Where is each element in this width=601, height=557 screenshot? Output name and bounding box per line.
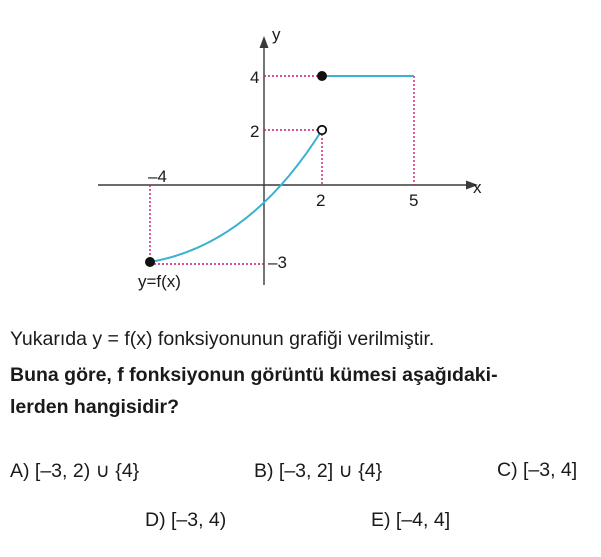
tick-y-4: 4	[250, 68, 260, 87]
guide-lines	[150, 76, 414, 264]
tick-x-m4: –4	[148, 167, 167, 186]
tick-y-m3: –3	[268, 253, 287, 272]
option-a[interactable]: A) [–3, 2) ∪ {4}	[10, 460, 140, 482]
tick-y-2: 2	[250, 122, 260, 141]
option-b[interactable]: B) [–3, 2] ∪ {4}	[254, 460, 383, 482]
closed-point-top	[317, 71, 327, 81]
y-axis-label: y	[272, 25, 281, 44]
function-label: y=f(x)	[138, 272, 181, 291]
question-line-1: Buna göre, f fonksiyonun görüntü kümesi aşağıdaki-	[10, 364, 498, 386]
option-e[interactable]: E) [–4, 4]	[371, 509, 451, 531]
y-axis-arrow	[260, 36, 269, 48]
x-axis-label: x	[473, 178, 482, 197]
closed-point-left	[145, 257, 155, 267]
function-curve	[150, 130, 322, 262]
option-d[interactable]: D) [–3, 4)	[145, 509, 227, 531]
open-point	[318, 126, 326, 134]
question-line-2: lerden hangisidir?	[10, 396, 180, 418]
tick-x-2: 2	[316, 191, 326, 210]
problem-statement: Yukarıda y = f(x) fonksiyonunun grafiği verilmiştir.	[10, 328, 435, 350]
option-c[interactable]: C) [–3, 4]	[497, 459, 578, 481]
tick-x-5: 5	[409, 191, 419, 210]
